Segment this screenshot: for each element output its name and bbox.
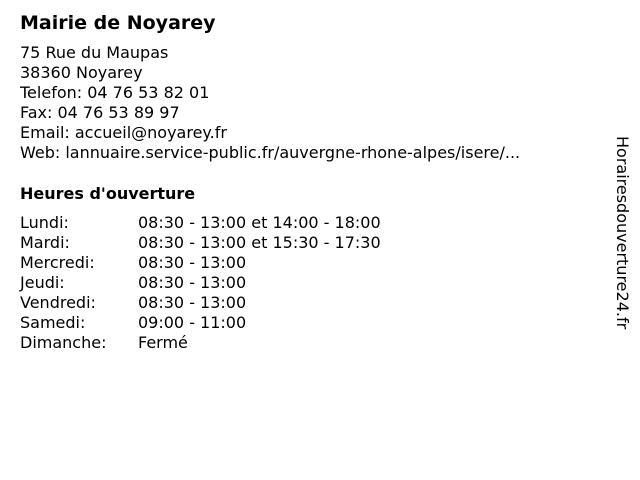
- site-watermark-label: Horairesdouverture24.fr: [613, 136, 632, 330]
- hours-row-thursday: [20, 273, 381, 293]
- time-value: 08:30 - 13:00: [138, 253, 247, 272]
- hours-row-sunday: [20, 333, 381, 353]
- website-link[interactable]: Web: lannuaire.service-public.fr/auvergne-rhone-alpes/isere/...: [20, 143, 521, 162]
- time-value: 08:30 - 13:00 et 15:30 - 17:30: [138, 233, 381, 252]
- email-address: Email: accueil@noyarey.fr: [20, 123, 227, 142]
- time-value: Fermé: [138, 333, 188, 352]
- day-label: Vendredi:: [20, 293, 96, 312]
- day-label: Mercredi:: [20, 253, 95, 272]
- day-label: Jeudi:: [20, 273, 65, 292]
- hours-row-saturday: [20, 313, 381, 333]
- hours-heading: Heures d'ouverture: [20, 184, 196, 203]
- time-value: 08:30 - 13:00: [138, 273, 247, 292]
- day-label: Dimanche:: [20, 333, 107, 352]
- fax-number: Fax: 04 76 53 89 97: [20, 103, 180, 122]
- time-value: 09:00 - 11:00: [138, 313, 247, 332]
- time-value: 08:30 - 13:00 et 14:00 - 18:00: [138, 213, 381, 232]
- hours-row-friday: [20, 293, 381, 313]
- hours-row-monday: [20, 213, 381, 233]
- address-city: 38360 Noyarey: [20, 63, 143, 82]
- hours-row-tuesday: [20, 233, 381, 253]
- day-label: Mardi:: [20, 233, 70, 252]
- hours-row-wednesday: [20, 253, 381, 273]
- page-title: Mairie de Noyarey: [20, 12, 216, 34]
- time-value: 08:30 - 13:00: [138, 293, 247, 312]
- contact-info: [20, 43, 520, 163]
- address-street: 75 Rue du Maupas: [20, 43, 169, 62]
- day-label: Lundi:: [20, 213, 69, 232]
- phone-number: Telefon: 04 76 53 82 01: [20, 83, 210, 102]
- day-label: Samedi:: [20, 313, 86, 332]
- opening-hours-list: [20, 213, 381, 353]
